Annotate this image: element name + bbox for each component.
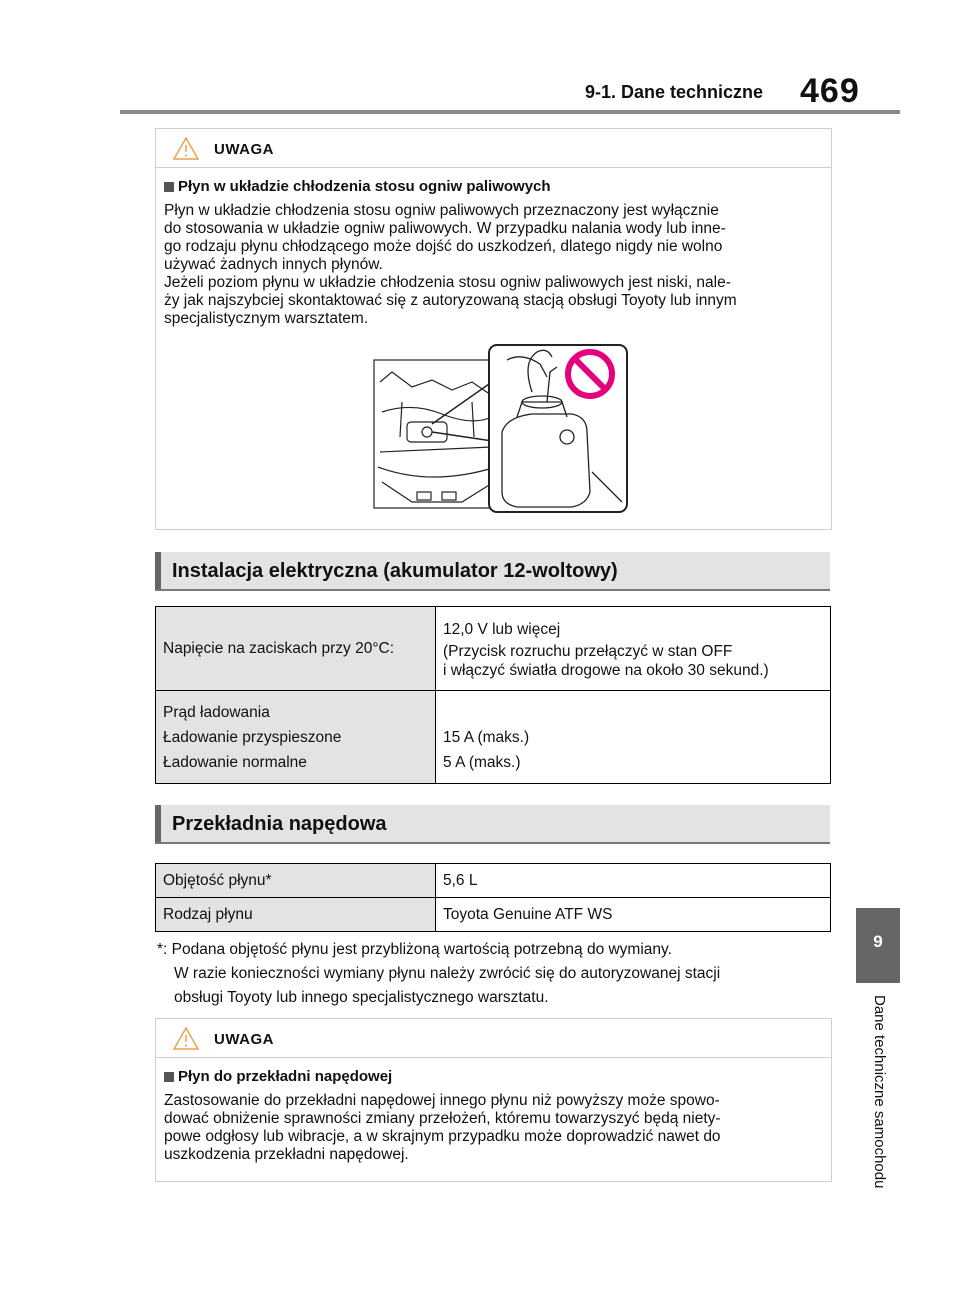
header-rule — [120, 110, 900, 114]
table-value-cell: 5,6 L — [436, 864, 831, 898]
bullet-square-icon — [164, 1072, 174, 1082]
table-value-cell: 12,0 V lub więcej (Przycisk rozruchu przełączyć w stan OFF i włączyć światła drogowe na około 30 sekund.) — [436, 607, 831, 691]
warning-subhead: Płyn do przekładni napędowej — [164, 1068, 823, 1085]
section-header: 9-1. Dane techniczne — [585, 82, 764, 102]
electrical-spec-table — [155, 606, 831, 784]
table-label-cell: Rodzaj płynu — [156, 898, 436, 932]
chapter-side-label: Dane techniczne samochodu — [871, 995, 888, 1189]
warning-title: UWAGA — [214, 141, 274, 158]
warning-header — [156, 1019, 831, 1058]
table-row — [156, 607, 831, 691]
table-value-cell: Toyota Genuine ATF WS — [436, 898, 831, 932]
warning-title: UWAGA — [214, 1031, 274, 1048]
warning-box-transmission — [155, 1018, 832, 1182]
warning-subhead: Płyn w układzie chłodzenia stosu ogniw paliwowych — [164, 178, 823, 195]
page-number: 469 — [800, 72, 860, 110]
warning-box-coolant — [155, 128, 832, 530]
chapter-tab: 9 — [856, 908, 900, 983]
table-label-cell: Prąd ładowania Ładowanie przyspieszone Ładowanie normalne — [156, 691, 436, 784]
table-row — [156, 691, 831, 784]
section-title-transmission: Przekładnia napędowa — [155, 805, 830, 844]
bullet-square-icon — [164, 182, 174, 192]
table-row — [156, 864, 831, 898]
table-label-cell: Napięcie na zaciskach przy 20°C: — [156, 607, 436, 691]
warning-text: Płyn w układzie chłodzenia stosu ogniw paliwowych przeznaczony jest wyłącznie do stosowania w układzie ogniw paliwowych. W przypadku nalania wody lub inne- go rodzaju płynu chłodzącego może dojść do uszkodzeń, dlatego nigdy nie wolno używać żadnych innych płynów. Jeżeli poziom płynu w układzie chłodzenia stosu ogniw paliwowych jest niski, nale- ży jak najszybciej skontaktować się z autoryzowaną stacją obsługi Toyoty lub innym specjalistycznym warsztatem. — [164, 202, 737, 327]
transmission-spec-table — [155, 863, 831, 932]
warning-text: Zastosowanie do przekładni napędowej innego płynu niż powyższy może spowo- dować obniżenie sprawności zmiany przełożeń, któremu towarzyszyć będą niety- powe odgłosy lub wibracje, a w skrajnym przypadku może doprowadzić nawet do uszkodzenia przekładni napędowej. — [164, 1092, 721, 1163]
warning-triangle-icon — [173, 137, 199, 160]
warning-triangle-icon — [173, 1027, 199, 1050]
warning-header — [156, 129, 831, 168]
footnote: *: Podana objętość płynu jest przybliżoną wartością potrzebną do wymiany. W razie konieczności wymiany płynu należy zwrócić się do autoryzowanej stacji obsługi Toyoty lub innego specjalistycznego warsztatu. — [157, 941, 721, 1006]
table-label-cell: Objętość płynu* — [156, 864, 436, 898]
section-title-electrical: Instalacja elektryczna (akumulator 12-woltowy) — [155, 552, 830, 591]
table-value-cell: 15 A (maks.) 5 A (maks.) — [436, 691, 831, 784]
coolant-illustration — [372, 342, 630, 514]
table-row — [156, 898, 831, 932]
